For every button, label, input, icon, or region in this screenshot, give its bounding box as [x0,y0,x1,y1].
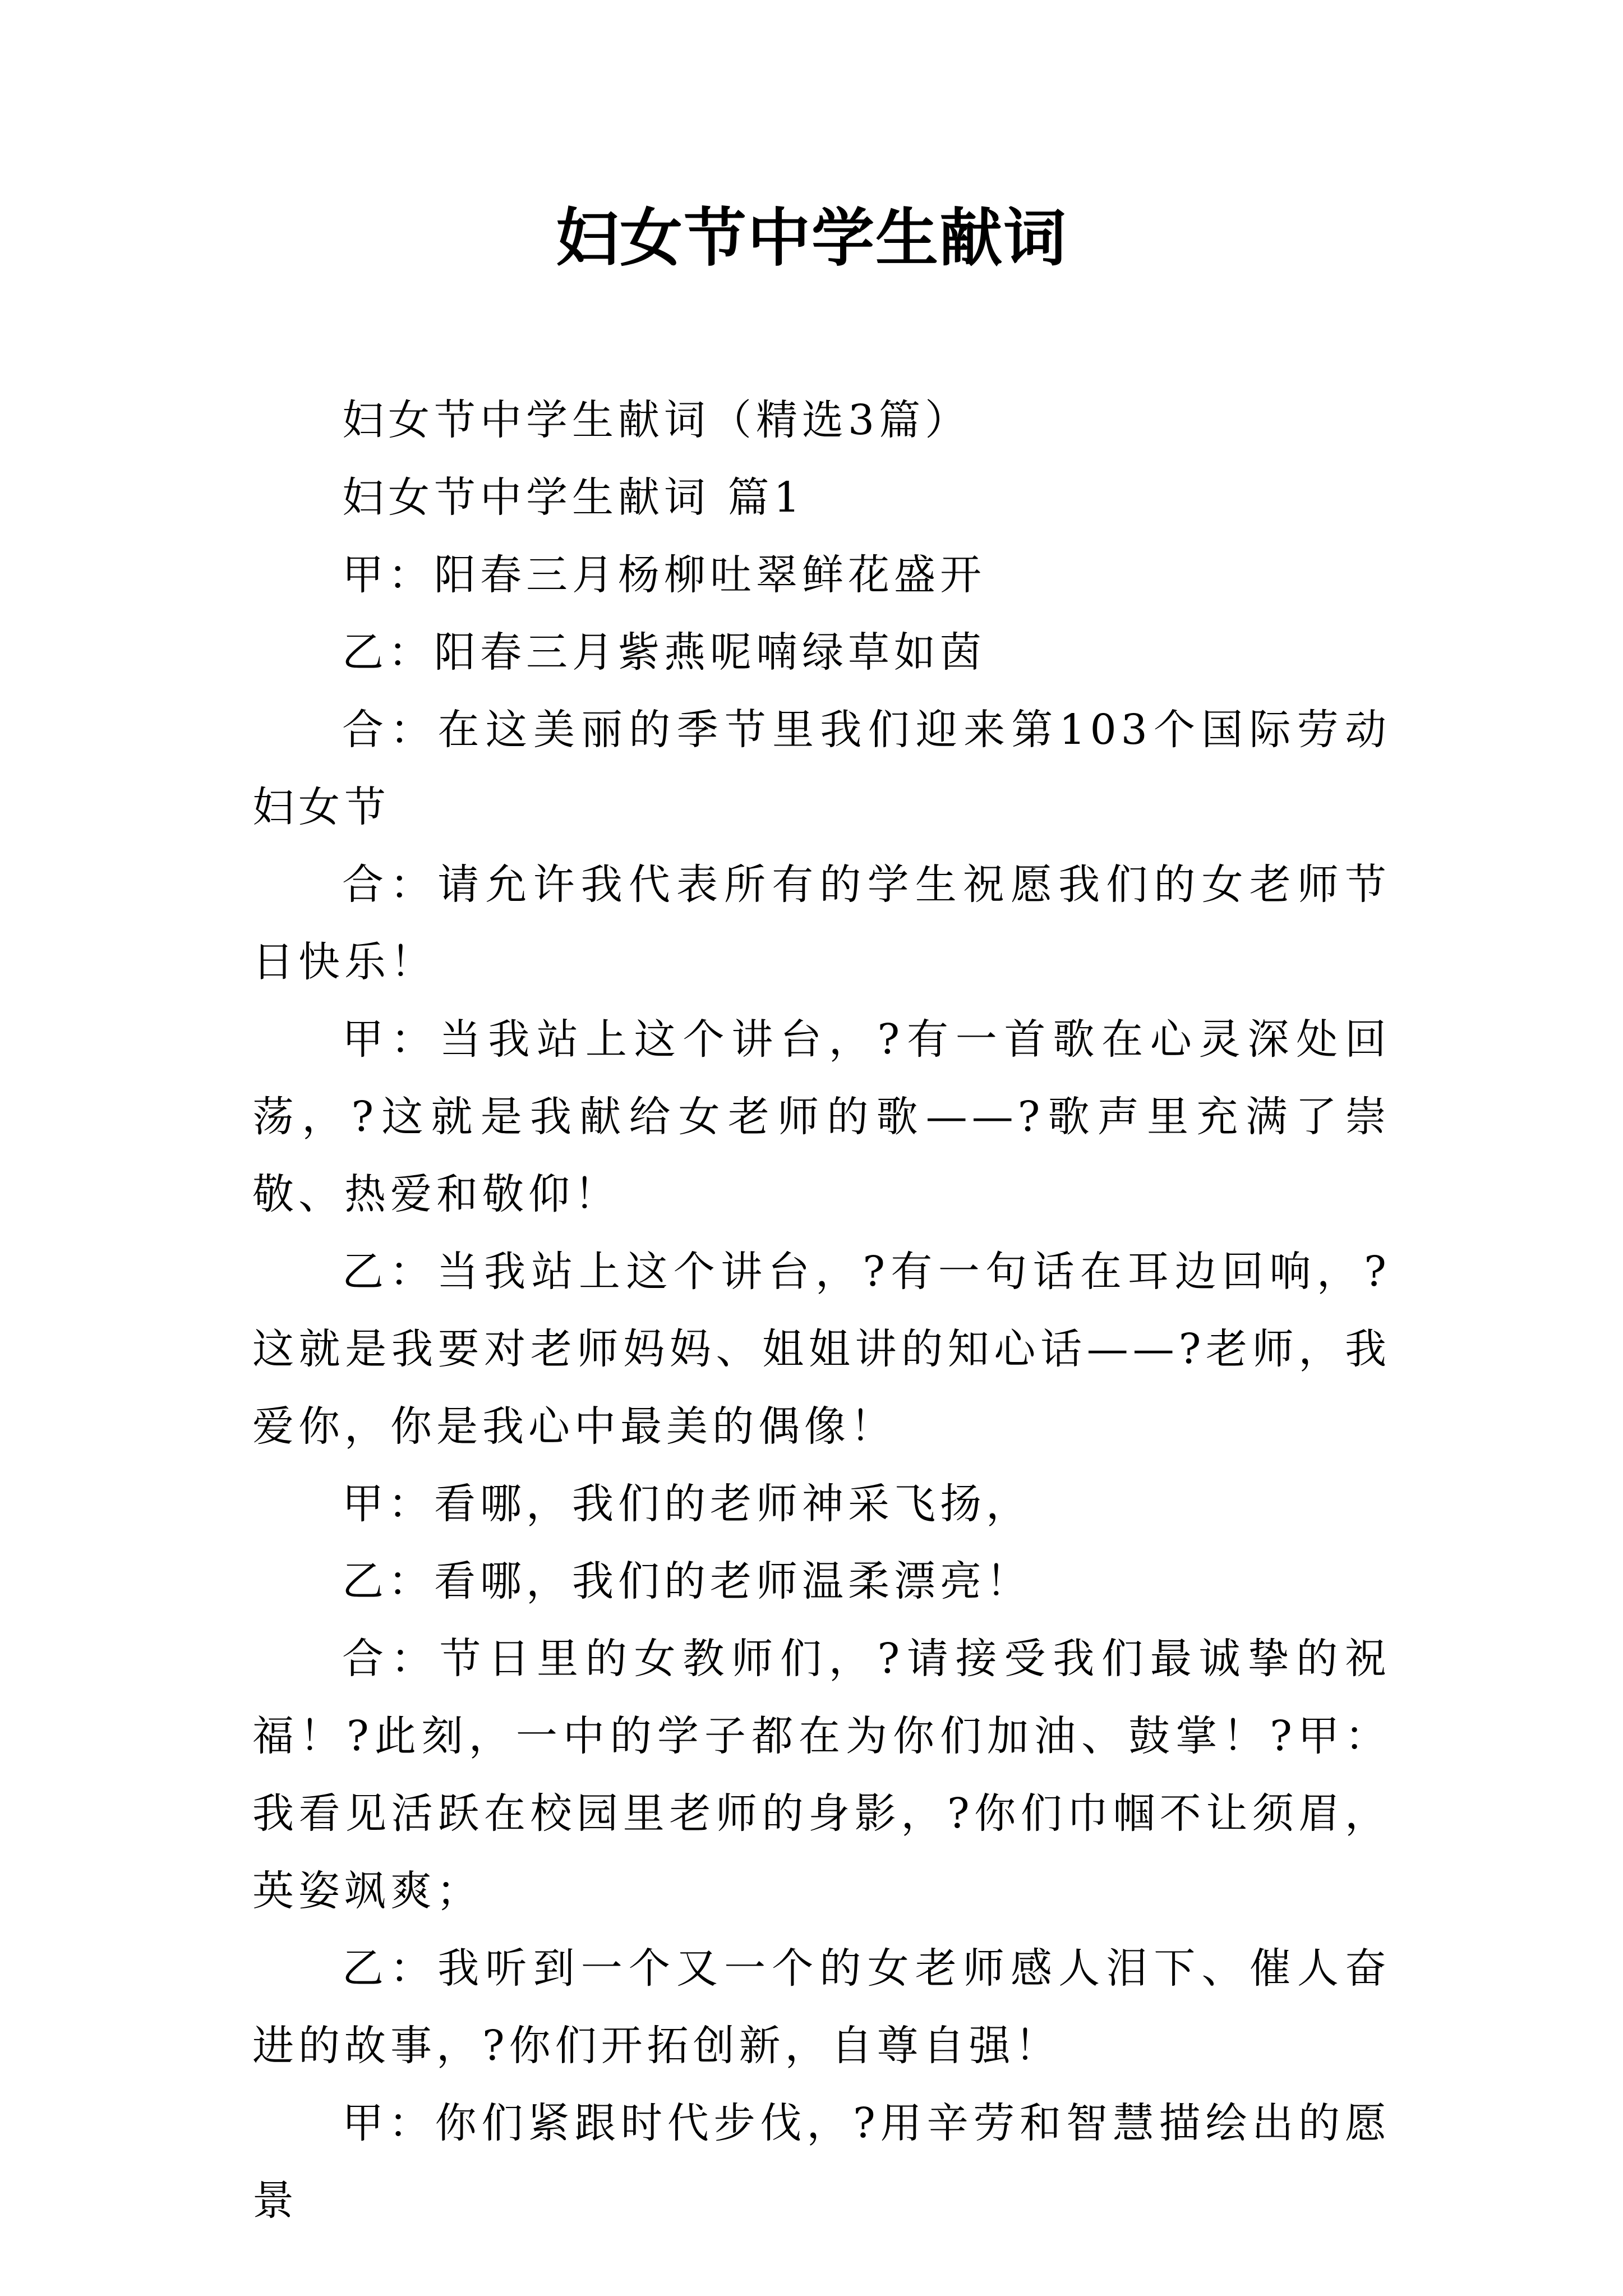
paragraph: 乙：看哪，我们的老师温柔漂亮！ [342,1557,1032,1605]
paragraph: 乙：我听到一个又一个的女老师感人泪下、催人奋进的故事，?你们开拓创新，自尊自强！ [252,1944,1391,2070]
paragraph: 乙：当我站上这个讲台，?有一句话在耳边回响，?这就是我要对老师妈妈、姐姐讲的知心话——?老师，我爱你，你是我心中最美的偶像！ [252,1248,1391,1451]
paragraph: 妇女节中学生献词 篇1 [342,473,805,522]
paragraph: 乙：阳春三月紫燕呢喃绿草如茵 [342,628,986,677]
paragraph: 合：请允许我代表所有的学生祝愿我们的女老师节日快乐！ [252,861,1391,986]
paragraph: 甲：看哪，我们的老师神采飞扬， [342,1480,1032,1528]
document-title: 妇女节中学生献词 [556,201,1067,275]
paragraph: 妇女节中学生献词（精选3篇） [342,396,971,444]
paragraph: 合：节日里的女教师们，?请接受我们最诚挚的祝福！?此刻，一中的学子都在为你们加油、鼓掌！?甲：我看见活跃在校园里老师的身影，?你们巾帼不让须眉，英姿飒爽； [252,1635,1391,1915]
paragraph: 合：在这美丽的季节里我们迎来第103个国际劳动妇女节 [252,706,1391,831]
paragraph: 甲：你们紧跟时代步伐，?用辛劳和智慧描绘出的愿景 [252,2099,1391,2225]
paragraph: 甲：阳春三月杨柳吐翠鲜花盛开 [342,551,986,599]
document-body [252,381,1391,2239]
paragraph: 甲：当我站上这个讲台，?有一首歌在心灵深处回荡，?这就是我献给女老师的歌——?歌声里充满了崇敬、热爱和敬仰！ [252,1015,1391,1218]
